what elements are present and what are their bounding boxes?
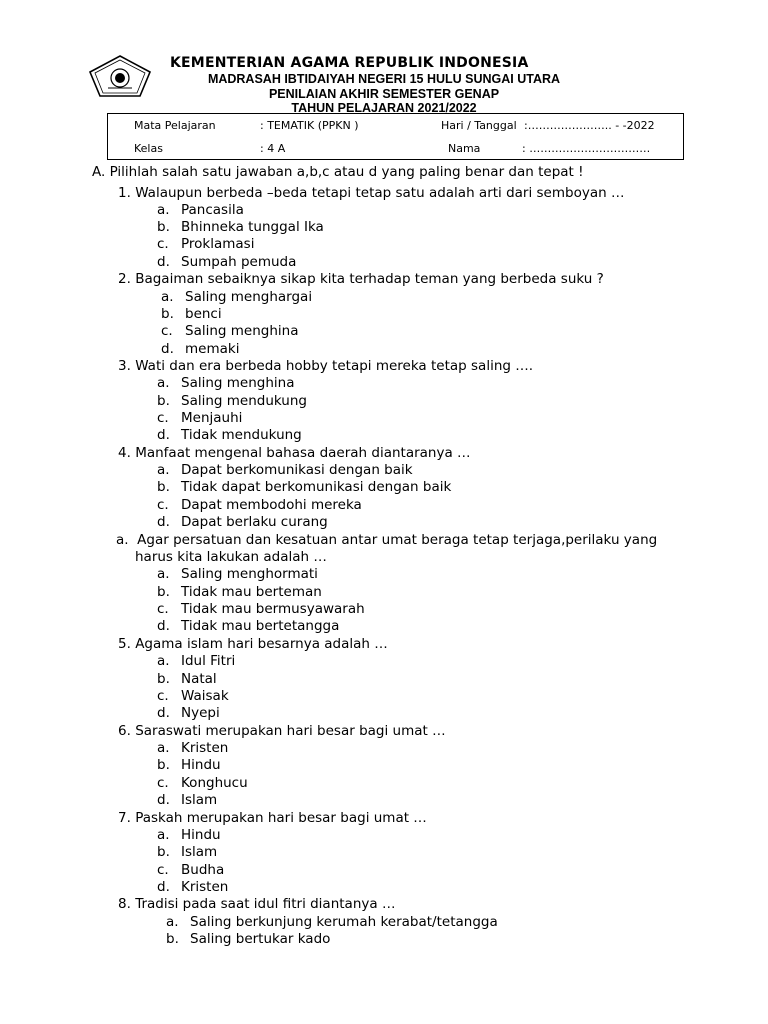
option: a. Saling menghina <box>157 375 295 391</box>
option: b. Saling mendukung <box>157 393 307 409</box>
option: d. Nyepi <box>157 705 220 721</box>
question-7: 7. Paskah merupakan hari besar bagi umat … <box>118 810 427 826</box>
option: c. Waisak <box>157 688 229 704</box>
instruction: A. Pilihlah salah satu jawaban a,b,c atau d yang paling benar dan tepat ! <box>92 164 584 180</box>
subject-label: Mata Pelajaran <box>134 119 216 132</box>
question-4: 4. Manfaat mengenal bahasa daerah diantaranya … <box>118 445 471 461</box>
class-label: Kelas <box>134 142 163 155</box>
option: a. Saling berkunjung kerumah kerabat/tetangga <box>166 914 498 930</box>
subject-value: : TEMATIK (PPKN ) <box>260 119 359 132</box>
exam-title: PENILAIAN AKHIR SEMESTER GENAP <box>268 87 500 101</box>
option: b. Islam <box>157 844 218 860</box>
name-value[interactable]: : …………………………… <box>522 142 651 155</box>
student-info-box <box>107 113 684 160</box>
option: a. Kristen <box>157 740 229 756</box>
option: b. Tidak dapat berkomunikasi dengan baik <box>157 479 452 495</box>
option: d. memaki <box>161 341 240 357</box>
option: b. Tidak mau berteman <box>157 584 322 600</box>
option: a. Pancasila <box>157 202 244 218</box>
question-5: 5. Agama islam hari besarnya adalah … <box>118 636 388 652</box>
option: c. Budha <box>157 862 225 878</box>
class-value: : 4 A <box>260 142 286 155</box>
option: a. Hindu <box>157 827 221 843</box>
question-1: 1. Walaupun berbeda –beda tetapi tetap satu adalah arti dari semboyan … <box>118 185 625 201</box>
option: d. Sumpah pemuda <box>157 254 297 270</box>
option: d. Islam <box>157 792 218 808</box>
option: d. Tidak mau bertetangga <box>157 618 340 634</box>
option: b. Bhinneka tunggal Ika <box>157 219 324 235</box>
question-3: 3. Wati dan era berbeda hobby tetapi mereka tetap saling …. <box>118 358 534 374</box>
option: a. Saling menghormati <box>157 566 318 582</box>
question-6: 6. Saraswati merupakan hari besar bagi umat … <box>118 723 446 739</box>
option: c. Menjauhi <box>157 410 243 426</box>
option: c. Proklamasi <box>157 236 255 252</box>
option: c. Saling menghina <box>161 323 299 339</box>
question-a-continued: harus kita lakukan adalah … <box>135 549 327 565</box>
date-label: Hari / Tanggal <box>441 119 517 132</box>
option: d. Tidak mendukung <box>157 427 302 443</box>
question-8: 8. Tradisi pada saat idul fitri diantanya … <box>118 896 396 912</box>
name-label: Nama <box>448 142 481 155</box>
option: b. benci <box>161 306 222 322</box>
date-value[interactable]: :………………….. - -2022 <box>524 119 655 132</box>
option: b. Natal <box>157 671 217 687</box>
option: c. Tidak mau bermusyawarah <box>157 601 365 617</box>
ministry-title: KEMENTERIAN AGAMA REPUBLIK INDONESIA <box>170 55 529 71</box>
question-2: 2. Bagaiman sebaiknya sikap kita terhadap teman yang berbeda suku ? <box>118 271 604 287</box>
option: c. Konghucu <box>157 775 248 791</box>
option: d. Dapat berlaku curang <box>157 514 328 530</box>
academic-year: TAHUN PELAJARAN 2021/2022 <box>291 101 477 115</box>
option: b. Saling bertukar kado <box>166 931 331 947</box>
option: a. Dapat berkomunikasi dengan baik <box>157 462 413 478</box>
question-a: a. Agar persatuan dan kesatuan antar umat beraga tetap terjaga,perilaku yang <box>116 532 658 548</box>
school-name: MADRASAH IBTIDAIYAH NEGERI 15 HULU SUNGAI UTARA <box>207 72 561 86</box>
option: a. Idul Fitri <box>157 653 236 669</box>
option: c. Dapat membodohi mereka <box>157 497 362 513</box>
option: b. Hindu <box>157 757 221 773</box>
option: d. Kristen <box>157 879 229 895</box>
option: a. Saling menghargai <box>161 289 313 305</box>
